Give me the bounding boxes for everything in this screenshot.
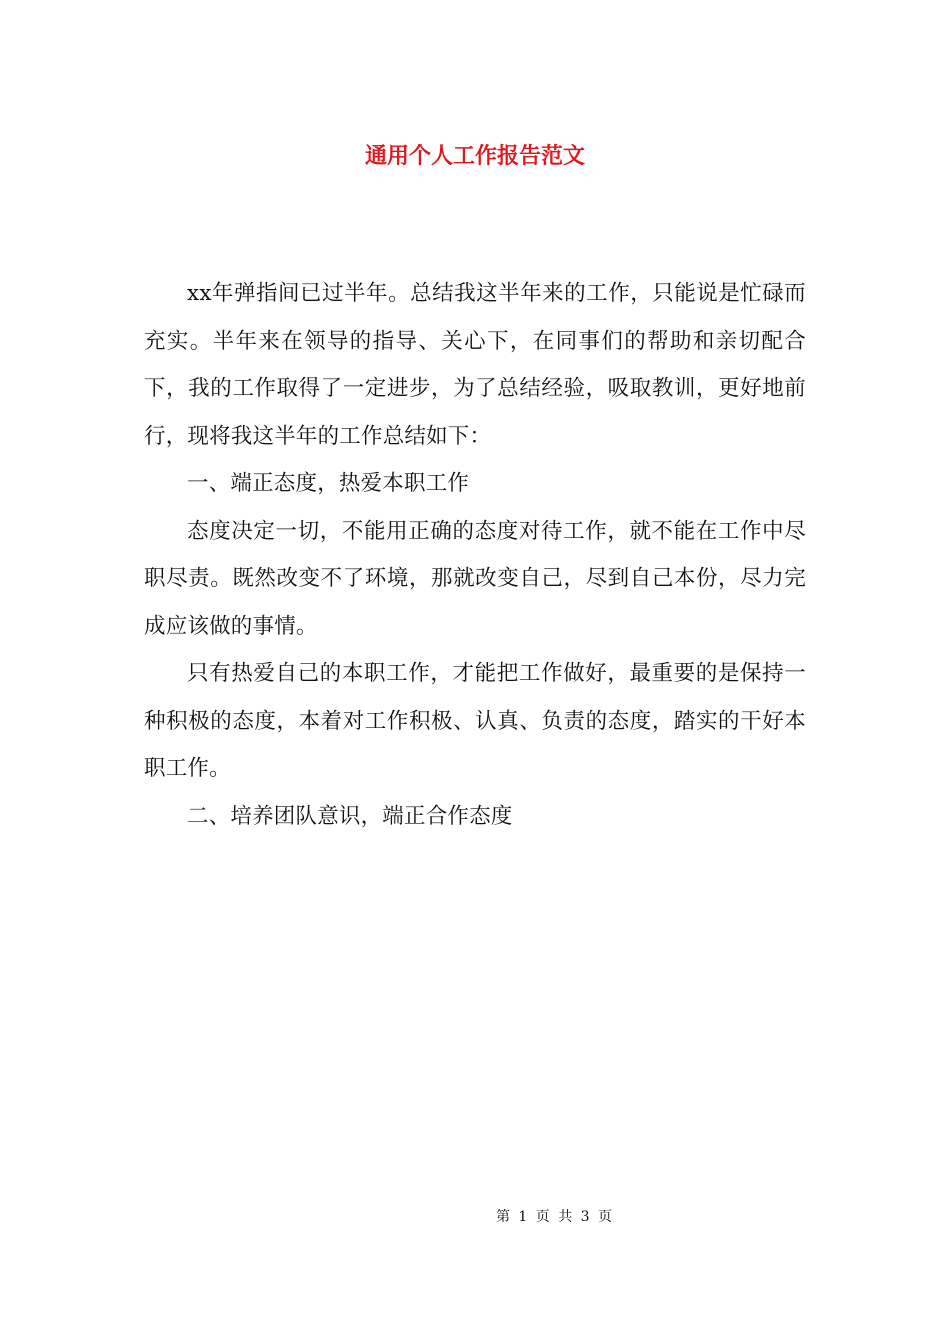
- section-heading-2: 二、培养团队意识，端正合作态度: [187, 803, 513, 829]
- section-heading-1: 一、端正态度，热爱本职工作: [187, 471, 470, 496]
- document-body: [144, 270, 806, 840]
- paragraph-love-work: 只有热爱自己的本职工作，才能把工作做好，最重要的是保持一种积极的态度，本着对工作积极、认真、负责的态度，踏实的干好本职工作。: [144, 661, 806, 781]
- paragraph-attitude: 态度决定一切，不能用正确的态度对待工作，就不能在工作中尽职尽责。既然改变不了环境，那就改变自己，尽到自己本份，尽力完成应该做的事情。: [144, 518, 806, 639]
- page-number: 第 1 页 共 3 页: [495, 1209, 615, 1225]
- paragraph-intro: xx年弹指间已过半年。总结我这半年来的工作，只能说是忙碌而充实。半年来在领导的指导、关心下，在同事们的帮助和亲切配合下，我的工作取得了一定进步，为了总结经验，吸取教训，更好地前行，现将我这半年的工作总结如下：: [144, 281, 806, 449]
- document-title: 通用个人工作报告范文: [364, 143, 585, 169]
- page-footer: [0, 1205, 950, 1229]
